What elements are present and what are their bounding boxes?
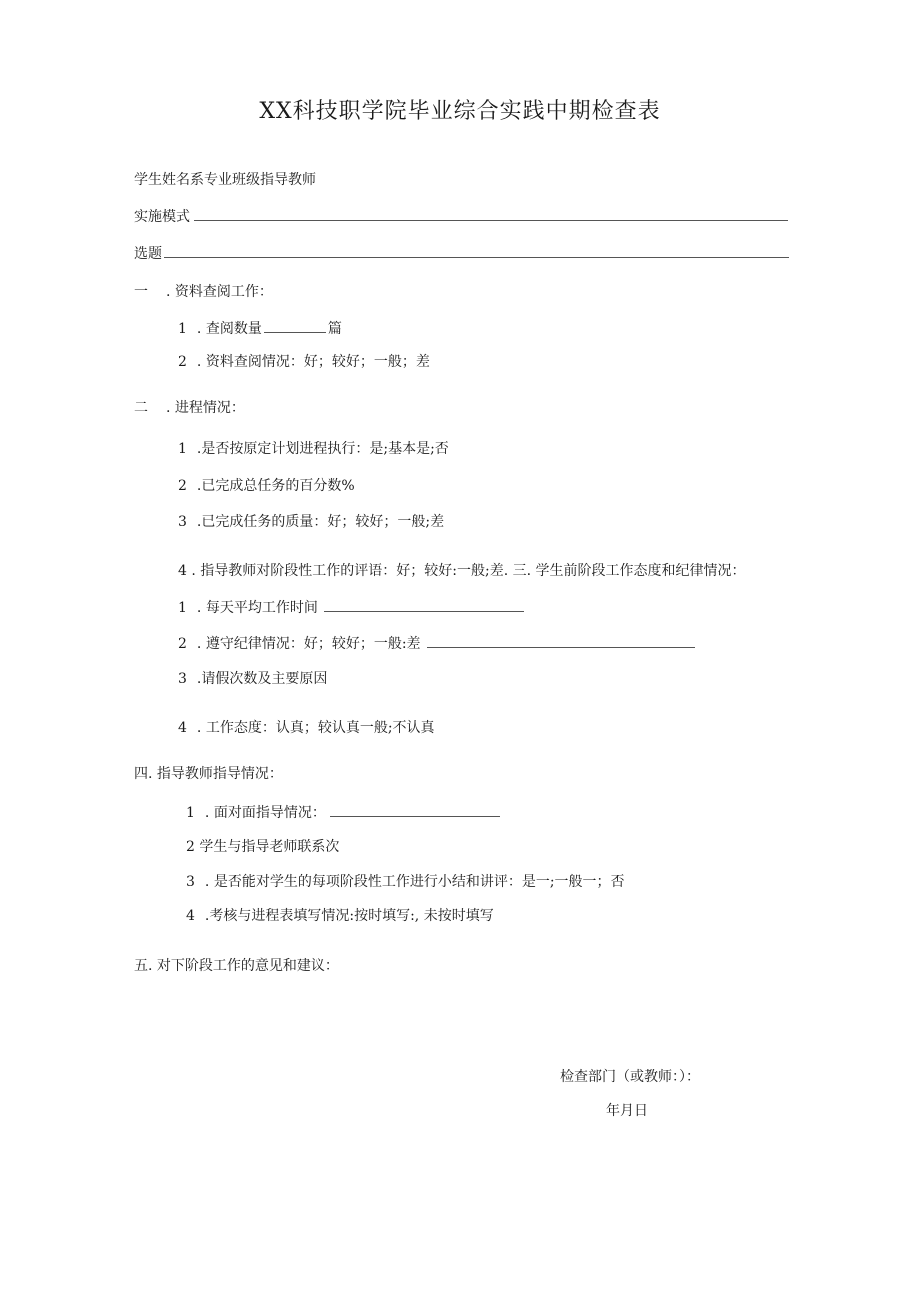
- section4-item3: 3 . 是否能对学生的每项阶段性工作进行小结和讲评：是一;一般一；否: [186, 874, 625, 890]
- section2-item3: 3 .已完成任务的质量：好；较好；一般;差: [178, 514, 445, 530]
- mode-input-line[interactable]: [194, 208, 788, 221]
- guidance-input-line[interactable]: [330, 804, 500, 817]
- section1-heading: 一 . 资料查阅工作：: [134, 284, 273, 300]
- section3-item3: 3 .请假次数及主要原因: [178, 671, 328, 687]
- section4-item4: 4 .考核与进程表填写情况:按时填写:, 未按时填写: [186, 908, 494, 924]
- mode-label: 实施模式: [134, 209, 190, 225]
- section2-heading: 二 . 进程情况：: [134, 400, 245, 416]
- section3-item4: 4 . 工作态度：认真；较认真一般;不认真: [178, 720, 435, 736]
- mode-row: [134, 208, 788, 226]
- topic-input-line[interactable]: [164, 245, 789, 258]
- section1-item1: 1 . 查阅数量 篇: [178, 321, 342, 337]
- quantity-input-line[interactable]: [264, 320, 326, 333]
- section4-item1: 1 . 面对面指导情况：: [186, 804, 500, 822]
- signature-date: 年月日: [606, 1103, 648, 1119]
- topic-label: 选题: [134, 246, 162, 262]
- section2-item2: 2 .已完成总任务的百分数%: [178, 478, 355, 494]
- section3-item1: 1 . 每天平均工作时间: [178, 599, 524, 617]
- inspector-signature: 检查部门（或教师：）：: [560, 1069, 700, 1085]
- daily-time-input-line[interactable]: [324, 599, 524, 612]
- student-info-row: 学生姓名系专业班级指导教师: [134, 172, 316, 188]
- section1-item2: 2 . 资料查阅情况：好；较好；一般；差: [178, 354, 430, 370]
- section4-heading: 四. 指导教师指导情况：: [134, 766, 283, 782]
- section3-item2: 2 . 遵守纪律情况：好；较好；一般:差: [178, 635, 695, 653]
- page-title: XX科技职学院毕业综合实践中期检查表: [259, 99, 661, 124]
- topic-row: [134, 245, 789, 263]
- section5-heading: 五. 对下阶段工作的意见和建议：: [134, 958, 339, 974]
- section2-item1: 1 .是否按原定计划进程执行：是;基本是;否: [178, 441, 449, 457]
- section4-item2: 2 学生与指导老师联系次: [186, 839, 340, 855]
- section2-item4: 4 . 指导教师对阶段性工作的评语：好；较好:一般;差. 三. 学生前阶段工作态度和纪律情况：: [178, 563, 746, 579]
- discipline-input-line[interactable]: [427, 635, 695, 648]
